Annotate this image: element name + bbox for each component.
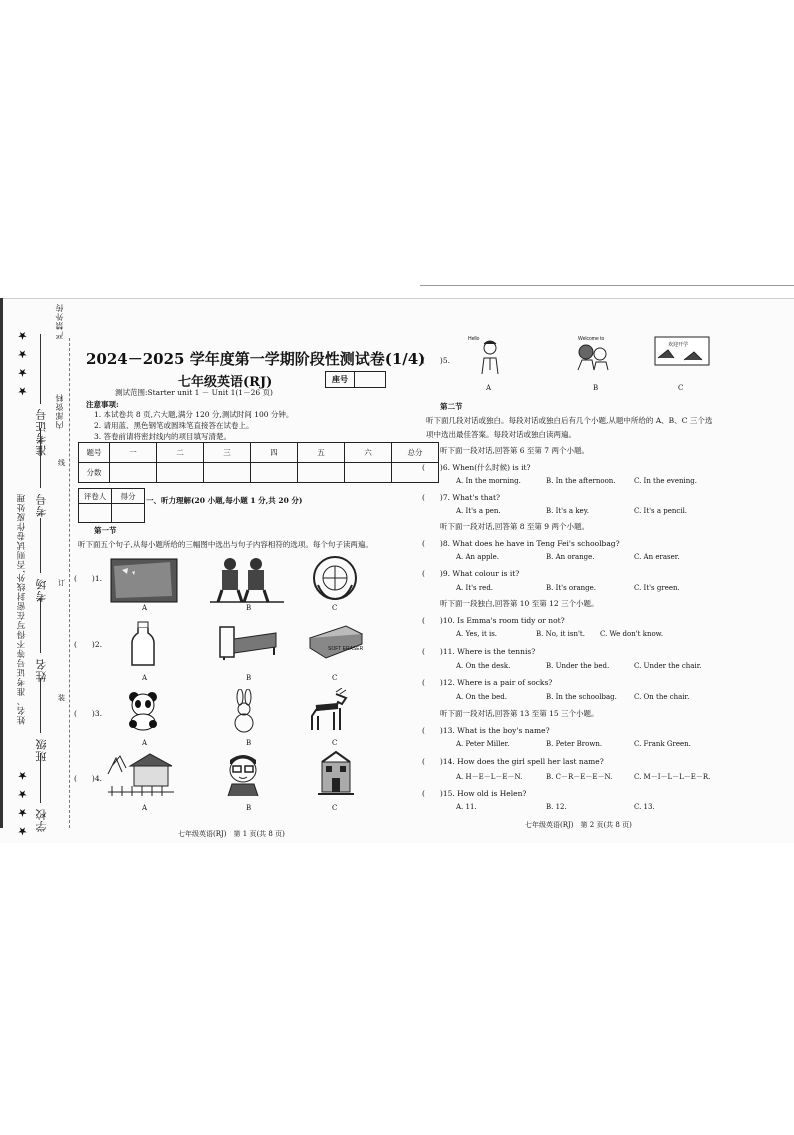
picture-caption: Welcome to <box>578 336 605 342</box>
option-c[interactable]: C. In the evening. <box>634 477 697 485</box>
question-number: ( )5. <box>422 356 451 365</box>
part-two-instruction: 项中选出最佳答案。每段对话或独白读两遍。 <box>426 430 576 439</box>
building-icon <box>316 750 356 796</box>
option-b[interactable]: B. In the schoolbag. <box>546 693 617 701</box>
option-letter: A <box>142 804 148 812</box>
option-a[interactable]: A. 11. <box>456 803 477 811</box>
person-greeting-icon <box>478 340 502 376</box>
option-b[interactable]: B. It's a key. <box>546 507 589 515</box>
score-table <box>78 442 439 483</box>
option-c[interactable]: C. An eraser. <box>634 553 680 561</box>
field-admission-number: 准考证号 <box>35 408 48 456</box>
part-one-heading: 第一节 <box>94 526 117 535</box>
option-letter: C <box>332 674 338 682</box>
option-letter: B <box>246 739 252 747</box>
footer-left: 七年级英语(RJ) 第 1 页(共 8 页) <box>178 830 285 838</box>
field-line <box>40 753 41 803</box>
question-number: ( )2. <box>74 640 103 649</box>
option-a[interactable]: A. Peter Miller. <box>456 740 510 748</box>
eraser-icon <box>306 624 364 660</box>
goat-icon <box>306 688 352 732</box>
option-letter: B <box>593 384 599 392</box>
option-b[interactable]: B. C－R－E－E－N. <box>546 773 613 781</box>
panda-icon <box>126 691 160 731</box>
option-b[interactable]: B. Under the bed. <box>546 662 610 670</box>
field-line <box>40 428 41 488</box>
option-b[interactable]: B. An orange. <box>546 553 595 561</box>
bed-icon <box>218 625 278 661</box>
seat-number-field[interactable] <box>355 372 385 387</box>
option-b[interactable]: B. It's orange. <box>546 584 597 592</box>
binding-note: 姓名、准考证号等不得写在密封线外,否则试卷作废处理 <box>17 493 27 725</box>
part-one-instruction: 听下面五个句子,从每小题所给的三幅图中选出与句子内容相符的选项。每个句子读两遍。 <box>78 540 373 549</box>
option-a[interactable]: A. On the desk. <box>456 662 511 670</box>
soldiers-picture-icon <box>208 556 286 604</box>
option-b[interactable]: B. 12. <box>546 803 567 811</box>
option-c[interactable]: C. Frank Green. <box>634 740 691 748</box>
option-letter: A <box>142 604 148 612</box>
footer-right: 七年级英语(RJ) 第 2 页(共 8 页) <box>525 821 632 829</box>
note-item: 3. 答卷前请将密封线内的项目填写清楚。 <box>94 432 232 441</box>
group-intro: 听下面一段对话,回答第 13 至第 15 三个小题。 <box>440 709 599 718</box>
option-a[interactable]: A. It's red. <box>456 584 494 592</box>
group-intro: 听下面一段独白,回答第 10 至第 12 三个小题。 <box>440 599 599 608</box>
house-garden-icon <box>106 752 176 798</box>
field-school: 学校 <box>35 808 48 832</box>
group-intro: 听下面一段对话,回答第 8 至第 9 两个小题。 <box>440 522 589 531</box>
question-number: ( )4. <box>74 774 103 783</box>
page-title: 2024－2025 学年度第一学期阶段性测试卷(1/4) <box>86 350 426 368</box>
seal-mark-bind: 订 <box>58 579 65 587</box>
picture-caption: 欢迎开学 <box>668 342 689 348</box>
scan-edge-line <box>420 285 794 286</box>
question-6: ( )6. When(什么时候) is it? <box>422 463 531 472</box>
seal-mark-line: 线 <box>58 459 65 467</box>
boy-glasses-icon <box>222 750 264 798</box>
option-letter: A <box>142 739 148 747</box>
note-item: 1. 本试卷共 8 页,六大题,满分 120 分,测试时间 100 分钟。 <box>94 410 294 419</box>
question-9: ( )9. What colour is it? <box>422 569 520 578</box>
option-c[interactable]: C. It's a pencil. <box>634 507 688 515</box>
grader-box: 评卷人 得分 <box>78 488 145 523</box>
seal-mark-fix: 装 <box>58 694 65 702</box>
option-letter: C <box>332 739 338 747</box>
option-c[interactable]: C. 13. <box>634 803 655 811</box>
option-a[interactable]: A. H－E－L－E－N. <box>456 773 523 781</box>
option-letter: B <box>246 804 252 812</box>
option-b[interactable]: B. In the afternoon. <box>546 477 616 485</box>
question-15: ( )15. How old is Helen? <box>422 789 527 798</box>
option-a[interactable]: A. It's a pen. <box>456 507 501 515</box>
rabbit-icon <box>232 689 256 733</box>
option-letter: C <box>678 384 684 392</box>
svg-text:SOFT ERASER: SOFT ERASER <box>328 646 364 652</box>
option-c[interactable]: C. On the chair. <box>634 693 690 701</box>
option-b[interactable]: B. Peter Brown. <box>546 740 603 748</box>
note-item: 2. 请用蓝、黑色钢笔或圆珠笔直接答在试卷上。 <box>94 421 254 430</box>
subject-title: 七年级英语(RJ) <box>178 375 273 390</box>
binding-stars: ★ ★ ★ ★ <box>16 328 29 398</box>
option-letter: C <box>332 604 338 612</box>
question-14: ( )14. How does the girl spell her last name? <box>422 757 604 766</box>
field-exam-room: 考场 <box>35 578 48 602</box>
binding-edge <box>0 298 3 828</box>
scanned-exam-sheet <box>0 298 794 843</box>
picture-caption: Hello <box>468 336 480 342</box>
option-c[interactable]: C. Under the chair. <box>634 662 702 670</box>
option-letter: A <box>142 674 148 682</box>
field-name: 姓名 <box>35 658 48 682</box>
score-table-header-row: 题号 一 二 三 四 五 六 总分 <box>79 443 439 463</box>
field-class: 班级 <box>35 738 48 762</box>
part-two-instruction: 听下面几段对话或独白。每段对话或独白后有几个小题,从题中所给的 A、B、C 三个选 <box>426 416 713 425</box>
option-b[interactable]: B. No, it isn't. <box>536 630 585 638</box>
question-8: ( )8. What does he have in Teng Fei's schoolbag? <box>422 539 620 548</box>
question-13: ( )13. What is the boy's name? <box>422 726 550 735</box>
option-c[interactable]: C. M－I－L－L－E－R. <box>634 773 711 781</box>
option-a[interactable]: A. Yes, it is. <box>456 630 498 638</box>
option-letter: A <box>486 384 492 392</box>
students-greeting-icon <box>576 342 610 372</box>
milk-bottle-icon <box>130 621 156 667</box>
field-line <box>40 678 41 733</box>
section-one-heading: 一、听力理解(20 小题,每小题 1 分,共 20 分) <box>146 496 303 505</box>
part-two-heading: 第二节 <box>440 402 463 411</box>
flag-picture-icon <box>110 558 178 603</box>
un-emblem-icon <box>312 555 358 601</box>
option-c[interactable]: C. We don't know. <box>600 630 664 638</box>
option-a[interactable]: A. An apple. <box>456 553 500 561</box>
seat-number-label: 座号 <box>326 372 355 387</box>
notes-heading: 注意事项: <box>86 400 119 409</box>
field-line <box>40 334 41 404</box>
binding-stars: ★ ★ ★ ★ <box>16 768 29 838</box>
option-c[interactable]: C. It's green. <box>634 584 680 592</box>
scan-edge-line <box>0 298 794 299</box>
question-number: ( )1. <box>74 574 103 583</box>
binding-strict-label: 严禁外传 <box>55 303 64 339</box>
question-10: ( )10. Is Emma's room tidy or not? <box>422 616 565 625</box>
question-12: ( )12. Where is a pair of socks? <box>422 678 553 687</box>
score-table-score-row: 分数 <box>79 463 439 483</box>
option-letter: B <box>246 674 252 682</box>
option-a[interactable]: A. In the morning. <box>456 477 521 485</box>
test-scope: 测试范围:Starter unit 1 － Unit 1(1－26 页) <box>115 388 273 397</box>
option-letter: B <box>246 604 252 612</box>
field-line <box>40 598 41 653</box>
question-11: ( )11. Where is the tennis? <box>422 647 536 656</box>
option-letter: C <box>332 804 338 812</box>
seat-number-box[interactable] <box>325 371 386 388</box>
field-exam-number: 考号 <box>35 493 48 517</box>
seal-line <box>69 338 70 828</box>
field-line <box>40 518 41 573</box>
group-intro: 听下面一段对话,回答第 6 至第 7 两个小题。 <box>440 446 589 455</box>
question-7: ( )7. What's that? <box>422 493 501 502</box>
binding-confidential-label: 内部资料 <box>55 393 64 429</box>
question-number: ( )3. <box>74 709 103 718</box>
option-a[interactable]: A. On the bed. <box>456 693 507 701</box>
